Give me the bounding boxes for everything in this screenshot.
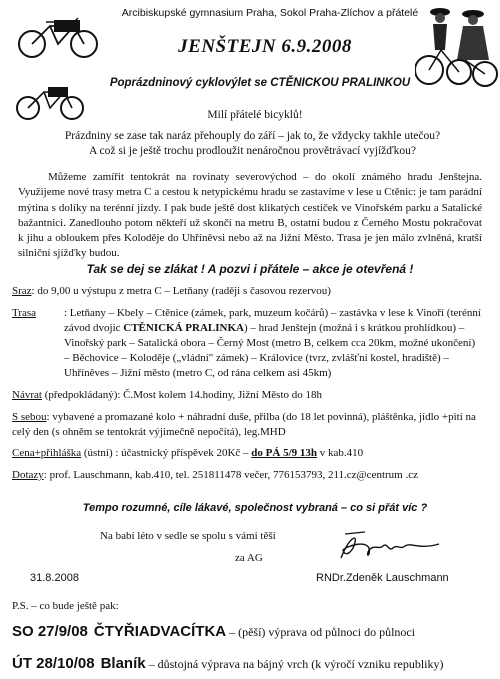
page-title: JENŠTEJN 6.9.2008 [178,36,352,57]
meeting-point-row [12,284,482,299]
subtitle: Poprázdninový cyklovýlet se CTĚNICKOU PRALINKOU [109,77,411,89]
bicycle-icon-left [14,82,88,122]
greeting: Milí přátelé bicyklů! [207,109,303,121]
letter-date: 31.8.2008 [30,572,79,584]
event-name: Blaník [100,655,146,672]
sebou-text: : vybavené a promazané kolo + náhradní duše, přilba (do 18 let povinná), pláštěnka, jídlo +pití na celý den (s ohněm se tentokrát výjimečně nepočítá), leg.MHD [12,411,476,438]
cena-deadline: do PÁ 5/9 13h [251,447,318,459]
farewell: Na babí léto v sedle se spolu s vámi těší [100,530,276,542]
event-date: SO 27/9/08 [12,623,88,640]
signer-name: RNDr.Zdeněk Lauschmann [316,572,449,584]
navrat-label: Návrat [12,389,42,401]
navrat-text: (předpokládaný): Č.Most kolem 14.hodiny, Jižní Město do 18h [41,389,323,401]
price-row [12,446,482,461]
tempo-line: Tempo rozumné, cíle lákavé, společnost vybraná – co si přát víc ? [82,502,428,514]
event-name: ČTYŘIADVACÍTKA [93,623,227,640]
return-row [12,388,482,403]
trasa-label: Trasa [12,307,37,319]
trasa-text-b: ) – hrad Jenštejn (možná i s krátkou prohlídkou) – Vinořský park – Satalická obora – Černý Most (metro B, celkem cca 20km, možné ukončení) – Běchovice – Koloděje („vládní" zámek) – Královice (tvrz, zvlášťní kostel, hradiště) – Uhříněves – Jižní město (metro C, od rána celkem asi 45km) [64,322,476,379]
trasa-bold: CTĚNICKÁ PRALINKA [123,322,244,334]
intro-line-1: Prázdniny se zase tak naráz přehouply do září – jak to, že vždycky takhle utečou? [64,130,441,142]
dotazy-label: Dotazy [12,469,44,481]
intro-paragraph [30,129,475,159]
event-item [12,623,415,640]
organizers-line: Arcibiskupské gymnasium Praha, Sokol Praha-Zlíchov a přátelé [121,7,419,19]
cena-label: Cena+přihláška [12,447,82,459]
on-behalf: za AG [235,552,263,564]
cena-text: (ústní) : účastnický příspěvek 20Kč – [81,447,252,459]
trasa-text-a: : Letňany – Kbely – Ctěnice (zámek, park, muzeum kočárů) – zastávka v lese k Vinoří (terénní závod dvojic [64,307,481,334]
contact-row [12,468,482,483]
slogan: Tak se dej se zlákat ! A pozvi i přátele – akce je otevřená ! [86,262,414,276]
event-desc: – (pěší) výprava od půlnoci do půlnoci [226,625,416,639]
body-paragraph: Můžeme zamířit tentokrát na rovinaty severovýchod – do okolí známého hradu Jenštejna. Využijeme nové trasy metra C a cestou k netypickému hradu se zastavíme v lese u Ctěnic: je tam parádní mýtina s dolíky na terénní jízdy. I pak bude ještě dost klikatých cestiček ve Vinořském parku a Satalické bažantnici. Zanedlouho potom někteří už skončí na metru B, ostatní budou z Černého Mostu pokračovat k jihu a obloukem přes Koloděje do Uhříněvsi nebo až na Jižní Město. Trasa je jen málo zvlněná, kratší silniční sjížďky budou. [18,171,482,260]
cena-text-b: v kab.410 [317,447,364,459]
event-item [12,655,444,672]
sebou-label: S sebou [12,411,47,423]
event-desc: – důstojná výprava na bájný vrch (k výročí vzniku republiky) [145,657,444,671]
ps-line: P.S. – co bude ještě pak: [12,600,119,612]
sraz-text: : do 9,00 u výstupu z metra C – Letňany (raději s časovou rezervou) [31,285,331,297]
route-row [12,306,482,381]
bicycle-icon-top [14,14,104,60]
signature [335,528,445,568]
equipment-row [12,410,482,440]
dotazy-text: : prof. Lauschmann, kab.410, tel. 251811478 večer, 776153793, 211.cz@centrum .cz [43,469,418,481]
sraz-label: Sraz [12,285,32,297]
intro-line-2: A což si je ještě trochu prodloužit nenáročnou provětrávací vyjížďkou? [88,145,417,157]
event-date: ÚT 28/10/08 [12,655,95,672]
